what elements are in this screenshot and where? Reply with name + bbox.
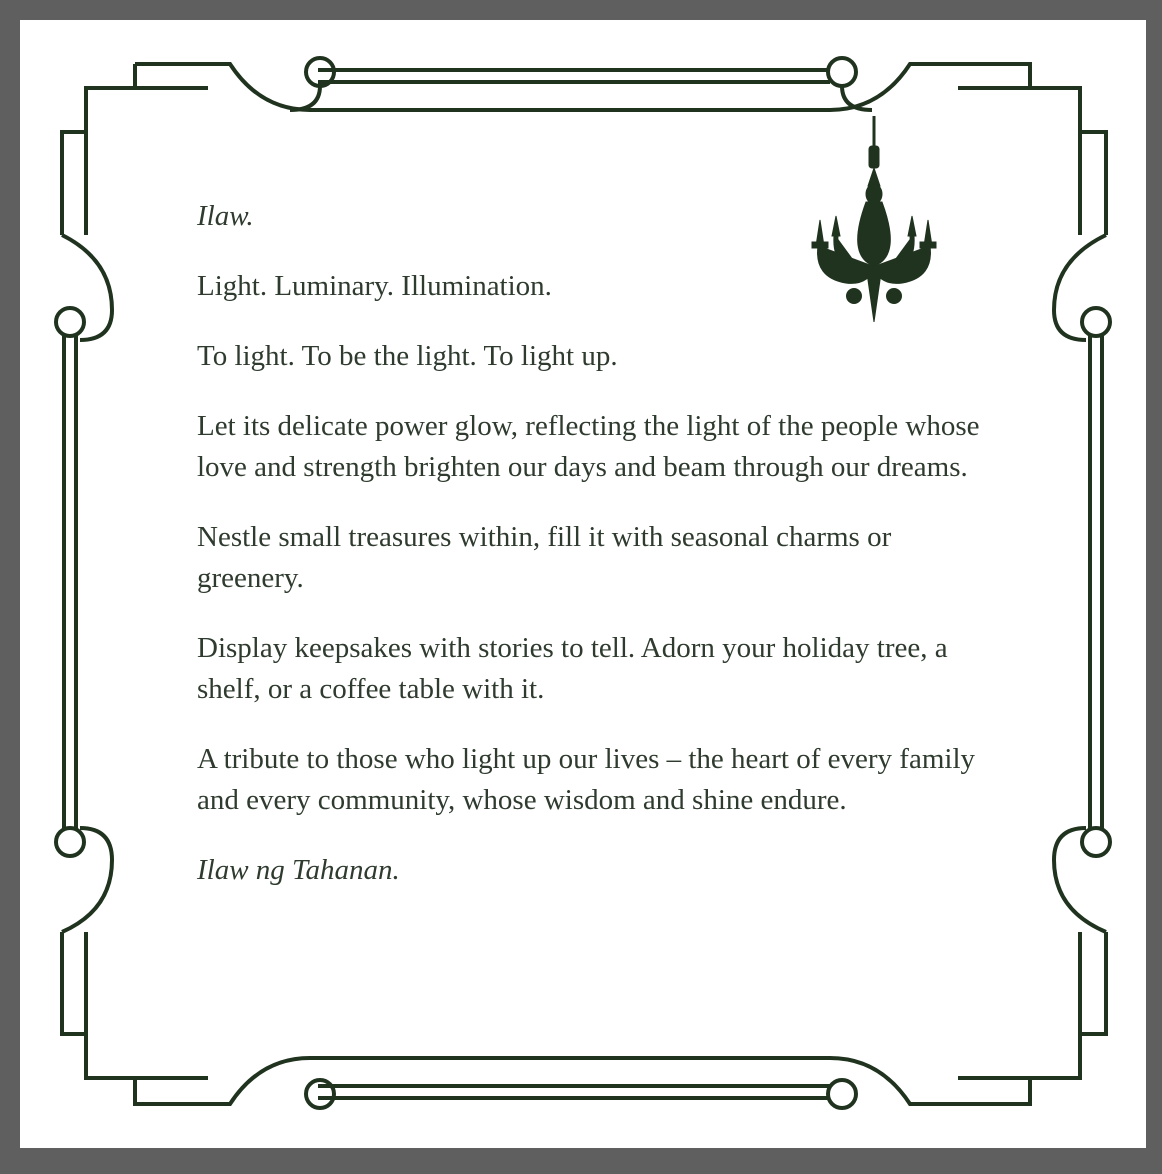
paragraph: Nestle small treasures within, fill it with seasonal charms or greenery.: [197, 521, 892, 594]
paragraph: Ilaw.: [197, 200, 254, 232]
paragraph: To light. To be the light. To light up.: [197, 340, 618, 372]
paragraph: A tribute to those who light up our lives – the heart of every family and every community, whose wisdom and shine endure.: [197, 743, 976, 816]
paragraph: Ilaw ng Tahanan.: [197, 854, 400, 886]
frame-left-top: [62, 64, 135, 235]
paragraph: Let its delicate power glow, reflecting the light of the people whose love and strength brighten our days and beam through our dreams.: [197, 410, 980, 483]
paragraph: Display keepsakes with stories to tell. Adorn your holiday tree, a shelf, or a coffee table with it.: [197, 632, 948, 705]
card: [20, 20, 1146, 1148]
description-text: [197, 196, 997, 920]
paragraph: Light. Luminary. Illumination.: [197, 270, 552, 302]
